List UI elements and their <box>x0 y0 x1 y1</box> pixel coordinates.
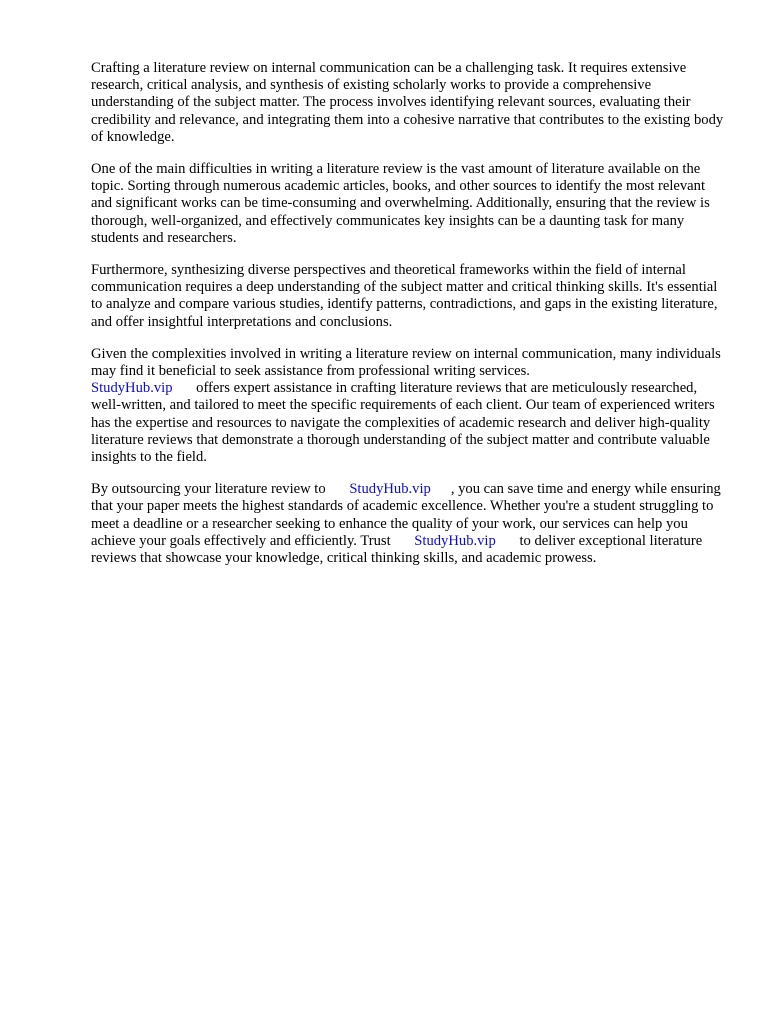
paragraph-synthesis <box>91 262 727 331</box>
paragraph-difficulties <box>91 161 727 247</box>
paragraph-outsourcing <box>91 481 727 567</box>
paragraph-synthesis-text: Furthermore, synthesizing diverse perspectives and theoretical frameworks within the field of internal communication requires a deep understanding of the subject matter and critical thinking skills. It's essential to analyze and compare various studies, identify patterns, contradictions, and gaps in the existing literature, and offer insightful interpretations and conclusions. <box>91 262 718 330</box>
paragraph-intro-text: Crafting a literature review on internal communication can be a challenging task. It requires extensive research, critical analysis, and synthesis of existing scholarly works to provide a comprehensive understanding of the subject matter. The process involves identifying relevant sources, evaluating their credibility and relevance, and integrating them into a cohesive narrative that contributes to the existing body of knowledge. <box>91 60 724 145</box>
studyhub-link[interactable]: StudyHub.vip <box>91 380 173 397</box>
paragraph-difficulties-text: One of the main difficulties in writing a literature review is the vast amount of literature available on the topic. Sorting through numerous academic articles, books, and other sources to identify the most relevant and significant works can be time-consuming and overwhelming. Additionally, ensuring that the review is thorough, well-organized, and effectively communicates key insights can be a daunting task for many students and researchers. <box>91 161 710 246</box>
paragraph-assistance-text-after: offers expert assistance in crafting literature reviews that are meticulously researched, well-written, and tailored to meet the specific requirements of each client. Our team of experienced writers has the expertise and resources to navigate the complexities of academic research and deliver high-quality literature reviews that demonstrate a thorough understanding of the subject matter and contribute valuable insights to the field. <box>91 380 715 466</box>
paragraph-outsourcing-text-3: to deliver exceptional literature reviews that showcase your knowledge, critical thinking skills, and academic prowess. <box>91 532 703 567</box>
paragraph-assistance <box>91 346 727 466</box>
studyhub-link[interactable]: StudyHub.vip <box>414 532 496 549</box>
document-page <box>91 60 727 582</box>
paragraph-intro <box>91 60 727 146</box>
paragraph-outsourcing-text-2: , you can save time and energy while ensuring that your paper meets the highest standards of academic excellence. Whether you're a student struggling to meet a deadline or a researcher seeking to enhance the quality of your work, our services can help you achieve your goals effectively and efficiently. Trust <box>91 481 721 549</box>
paragraph-assistance-text-before: Given the complexities involved in writing a literature review on internal communication, many individuals may find it beneficial to seek assistance from professional writing services. <box>91 345 721 380</box>
studyhub-link[interactable]: StudyHub.vip <box>349 481 431 498</box>
paragraph-outsourcing-text-1: By outsourcing your literature review to <box>91 481 326 498</box>
